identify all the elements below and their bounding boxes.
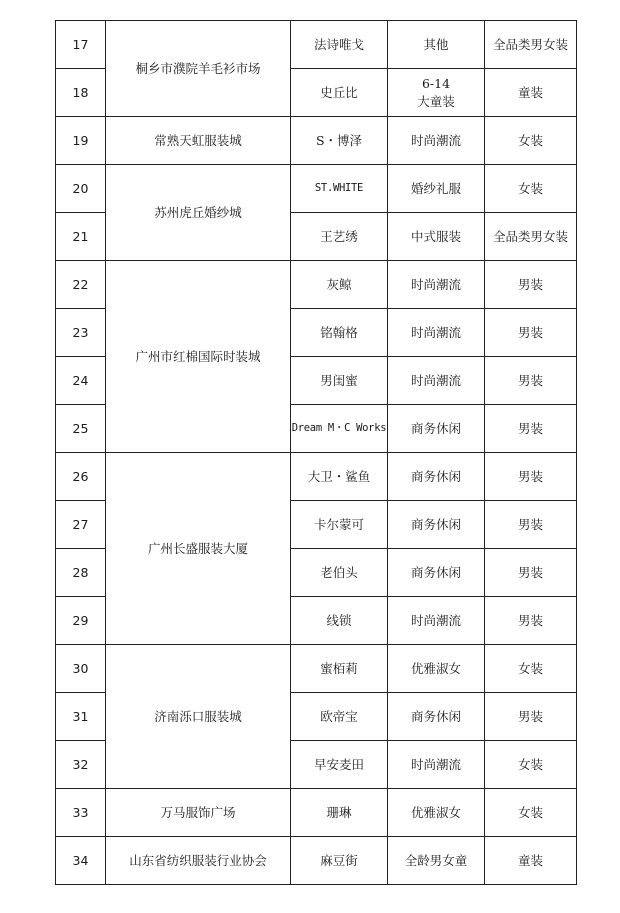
row-number: 19 [56,117,106,165]
brand-name: 灰鲸 [291,261,388,309]
style-type: 其他 [388,21,485,69]
category: 男装 [485,549,577,597]
category: 男装 [485,501,577,549]
row-number: 20 [56,165,106,213]
brand-name: 麻豆街 [291,837,388,885]
brand-name: 蜜栢莉 [291,645,388,693]
style-type: 商务休闲 [388,549,485,597]
category: 男装 [485,597,577,645]
brand-name: S・博泽 [291,117,388,165]
row-number: 30 [56,645,106,693]
market-name: 万马服饰广场 [106,789,291,837]
brand-name: 老伯头 [291,549,388,597]
style-type: 时尚潮流 [388,357,485,405]
style-type: 时尚潮流 [388,261,485,309]
style-type: 时尚潮流 [388,309,485,357]
category: 男装 [485,693,577,741]
category: 男装 [485,309,577,357]
brand-name: Dream M・C Works [291,405,388,453]
row-number: 28 [56,549,106,597]
style-type: 中式服装 [388,213,485,261]
table-row [56,261,577,309]
style-type: 时尚潮流 [388,741,485,789]
category: 女装 [485,165,577,213]
category: 男装 [485,357,577,405]
category: 童装 [485,837,577,885]
table-row [56,789,577,837]
row-number: 22 [56,261,106,309]
style-type: 商务休闲 [388,693,485,741]
style-type: 时尚潮流 [388,117,485,165]
brand-market-table [55,20,577,885]
brand-name: 王艺绣 [291,213,388,261]
style-type: 商务休闲 [388,453,485,501]
market-name: 常熟天虹服装城 [106,117,291,165]
row-number: 29 [56,597,106,645]
category: 女装 [485,117,577,165]
table-row [56,117,577,165]
category: 男装 [485,261,577,309]
style-type: 婚纱礼服 [388,165,485,213]
style-line: 大童装 [417,93,455,109]
brand-name: 珊琳 [291,789,388,837]
market-name: 桐乡市濮院羊毛衫市场 [106,21,291,117]
brand-name: ST.WHITE [291,165,388,213]
style-type [388,69,485,117]
category: 童装 [485,69,577,117]
row-number: 31 [56,693,106,741]
row-number: 17 [56,21,106,69]
market-name: 苏州虎丘婚纱城 [106,165,291,261]
style-line: 6-14 [421,76,451,91]
category: 全品类男女装 [485,213,577,261]
row-number: 24 [56,357,106,405]
style-type: 时尚潮流 [388,597,485,645]
row-number: 26 [56,453,106,501]
style-type: 全龄男女童 [388,837,485,885]
style-type: 优雅淑女 [388,645,485,693]
brand-name: 史丘比 [291,69,388,117]
brand-name: 卡尔蒙可 [291,501,388,549]
style-type: 优雅淑女 [388,789,485,837]
row-number: 23 [56,309,106,357]
row-number: 34 [56,837,106,885]
style-type: 商务休闲 [388,405,485,453]
row-number: 21 [56,213,106,261]
brand-name: 大卫・鲨鱼 [291,453,388,501]
brand-name: 线锁 [291,597,388,645]
market-name: 广州市红棉国际时装城 [106,261,291,453]
brand-name: 欧帝宝 [291,693,388,741]
market-name: 济南泺口服装城 [106,645,291,789]
market-name: 山东省纺织服装行业协会 [106,837,291,885]
category: 男装 [485,405,577,453]
category: 女装 [485,789,577,837]
table-row [56,165,577,213]
style-type: 商务休闲 [388,501,485,549]
brand-name: 早安麦田 [291,741,388,789]
row-number: 32 [56,741,106,789]
brand-name: 法诗唯戈 [291,21,388,69]
table-row [56,645,577,693]
row-number: 18 [56,69,106,117]
brand-name: 铭翰格 [291,309,388,357]
row-number: 33 [56,789,106,837]
market-name: 广州长盛服装大厦 [106,453,291,645]
category: 女装 [485,741,577,789]
category: 全品类男女装 [485,21,577,69]
row-number: 25 [56,405,106,453]
table-row [56,837,577,885]
table-row [56,453,577,501]
category: 女装 [485,645,577,693]
category: 男装 [485,453,577,501]
brand-name: 男闺蜜 [291,357,388,405]
table-row [56,21,577,69]
row-number: 27 [56,501,106,549]
